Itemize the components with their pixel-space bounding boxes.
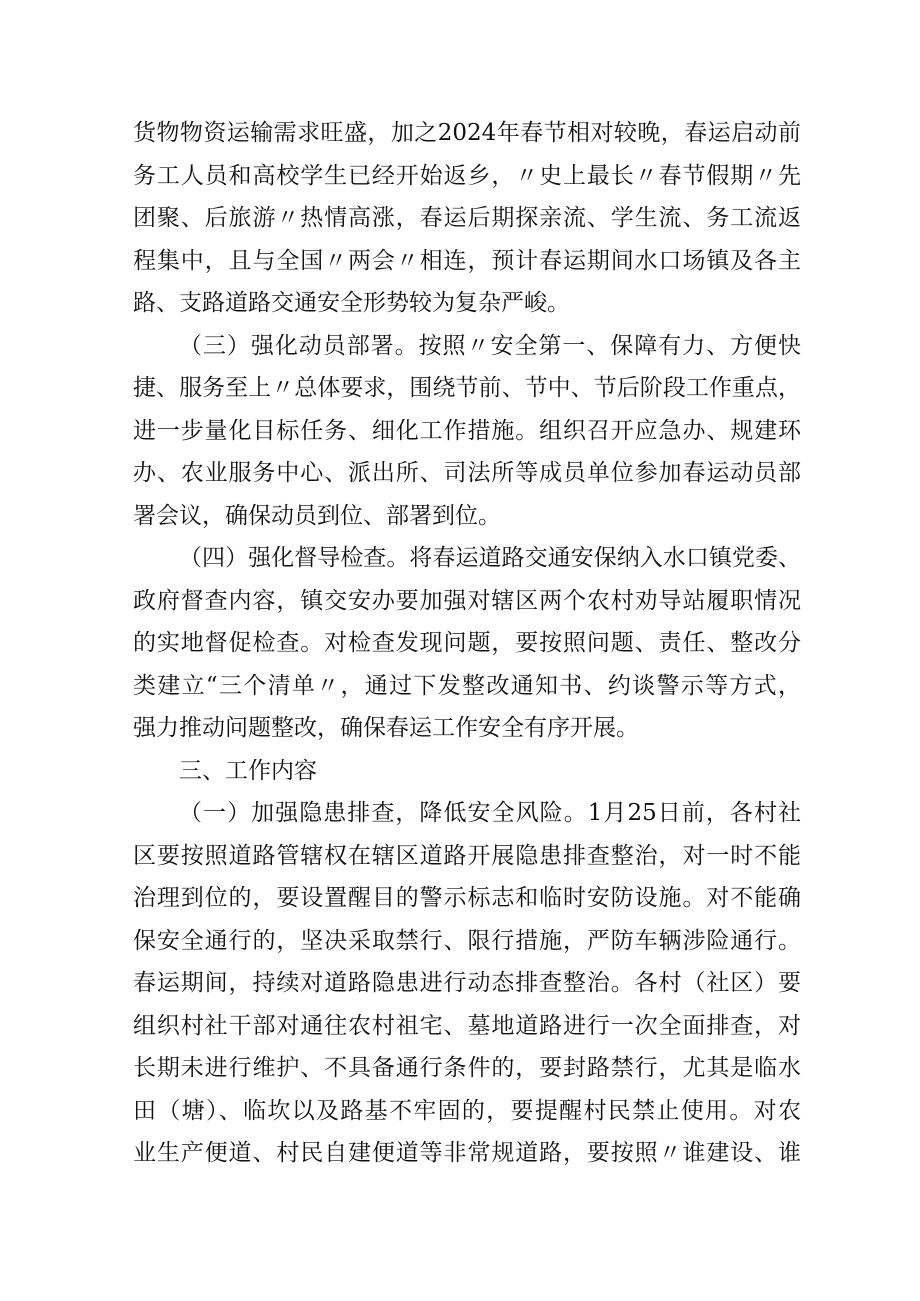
text-line: 办、农业服务中心、派出所、司法所等成员单位参加春运动员部	[133, 460, 801, 486]
text-line: 田（塘）、临坎以及路基不牢固的，要提醒村民禁止使用。对农	[133, 1097, 801, 1124]
text-line: 进一步量化目标任务、细化工作措施。组织召开应急办、规建环	[133, 417, 801, 444]
text-line: 类建立“三个清单〃，通过下发整改通知书、约谈警示等方式，	[133, 672, 801, 699]
text-line: 捷、服务至上〃总体要求，围绕节前、节中、节后阶段工作重点，	[133, 375, 801, 401]
paragraph-mobilization	[133, 325, 801, 538]
text-line: 路、支路道路交通安全形势较为复杂严峻。	[133, 290, 570, 316]
text-line: 保安全通行的，坚决采取禁行、限行措施，严防车辆涉险通行。	[133, 927, 801, 954]
text-line: 程集中，且与全国〃两会〃相连，预计春运期间水口场镇及各主	[133, 247, 801, 274]
text-line: 强力推动问题整改，确保春运工作安全有序开展。	[133, 715, 639, 741]
text-line: 政府督查内容，镇交安办要加强对辖区两个农村劝导站履职情况	[133, 587, 801, 614]
text-line: 组织村社干部对通往农村祖宅、墓地道路进行一次全面排查，对	[133, 1012, 801, 1039]
text-line: 区要按照道路管辖权在辖区道路开展隐患排查整治，对一时不能	[133, 842, 801, 869]
text-line: 长期未进行维护、不具备通行条件的，要封路禁行，尤其是临水	[133, 1055, 801, 1081]
text-line: 务工人员和高校学生已经开始返乡，〃史上最长〃春节假期〃先	[133, 162, 801, 189]
text-line: （一）加强隐患排查，降低安全风险。1月25日前，各村社	[179, 800, 801, 826]
section-heading: 三、工作内容	[179, 757, 317, 784]
text-line: 团聚、后旅游〃热情高涨，春运后期探亲流、学生流、务工流返	[133, 205, 801, 231]
text-line: 的实地督促检查。对检查发现问题，要按照问题、责任、整改分	[133, 630, 801, 656]
text-line: 春运期间，持续对道路隐患进行动态排查整治。各村（社区）要	[133, 970, 801, 996]
document-page	[133, 112, 801, 1175]
text-line: 治理到位的，要设置醒目的警示标志和临时安防设施。对不能确	[133, 885, 801, 911]
paragraph-supervision	[133, 537, 801, 750]
text-line: （三）强化动员部署。按照〃安全第一、保障有力、方便快	[179, 332, 801, 359]
text-line: 货物物资运输需求旺盛，加之2024年春节相对较晚，春运启动前	[133, 120, 801, 146]
text-line: 业生产便道、村民自建便道等非常规道路，要按照〃谁建设、谁	[133, 1140, 801, 1166]
paragraph-hazard-inspection	[133, 792, 801, 1175]
text-line: （四）强化督导检查。将春运道路交通安保纳入水口镇党委、	[179, 545, 801, 571]
text-line: 署会议，确保动员到位、部署到位。	[133, 502, 501, 529]
paragraph-continuation	[133, 112, 801, 325]
